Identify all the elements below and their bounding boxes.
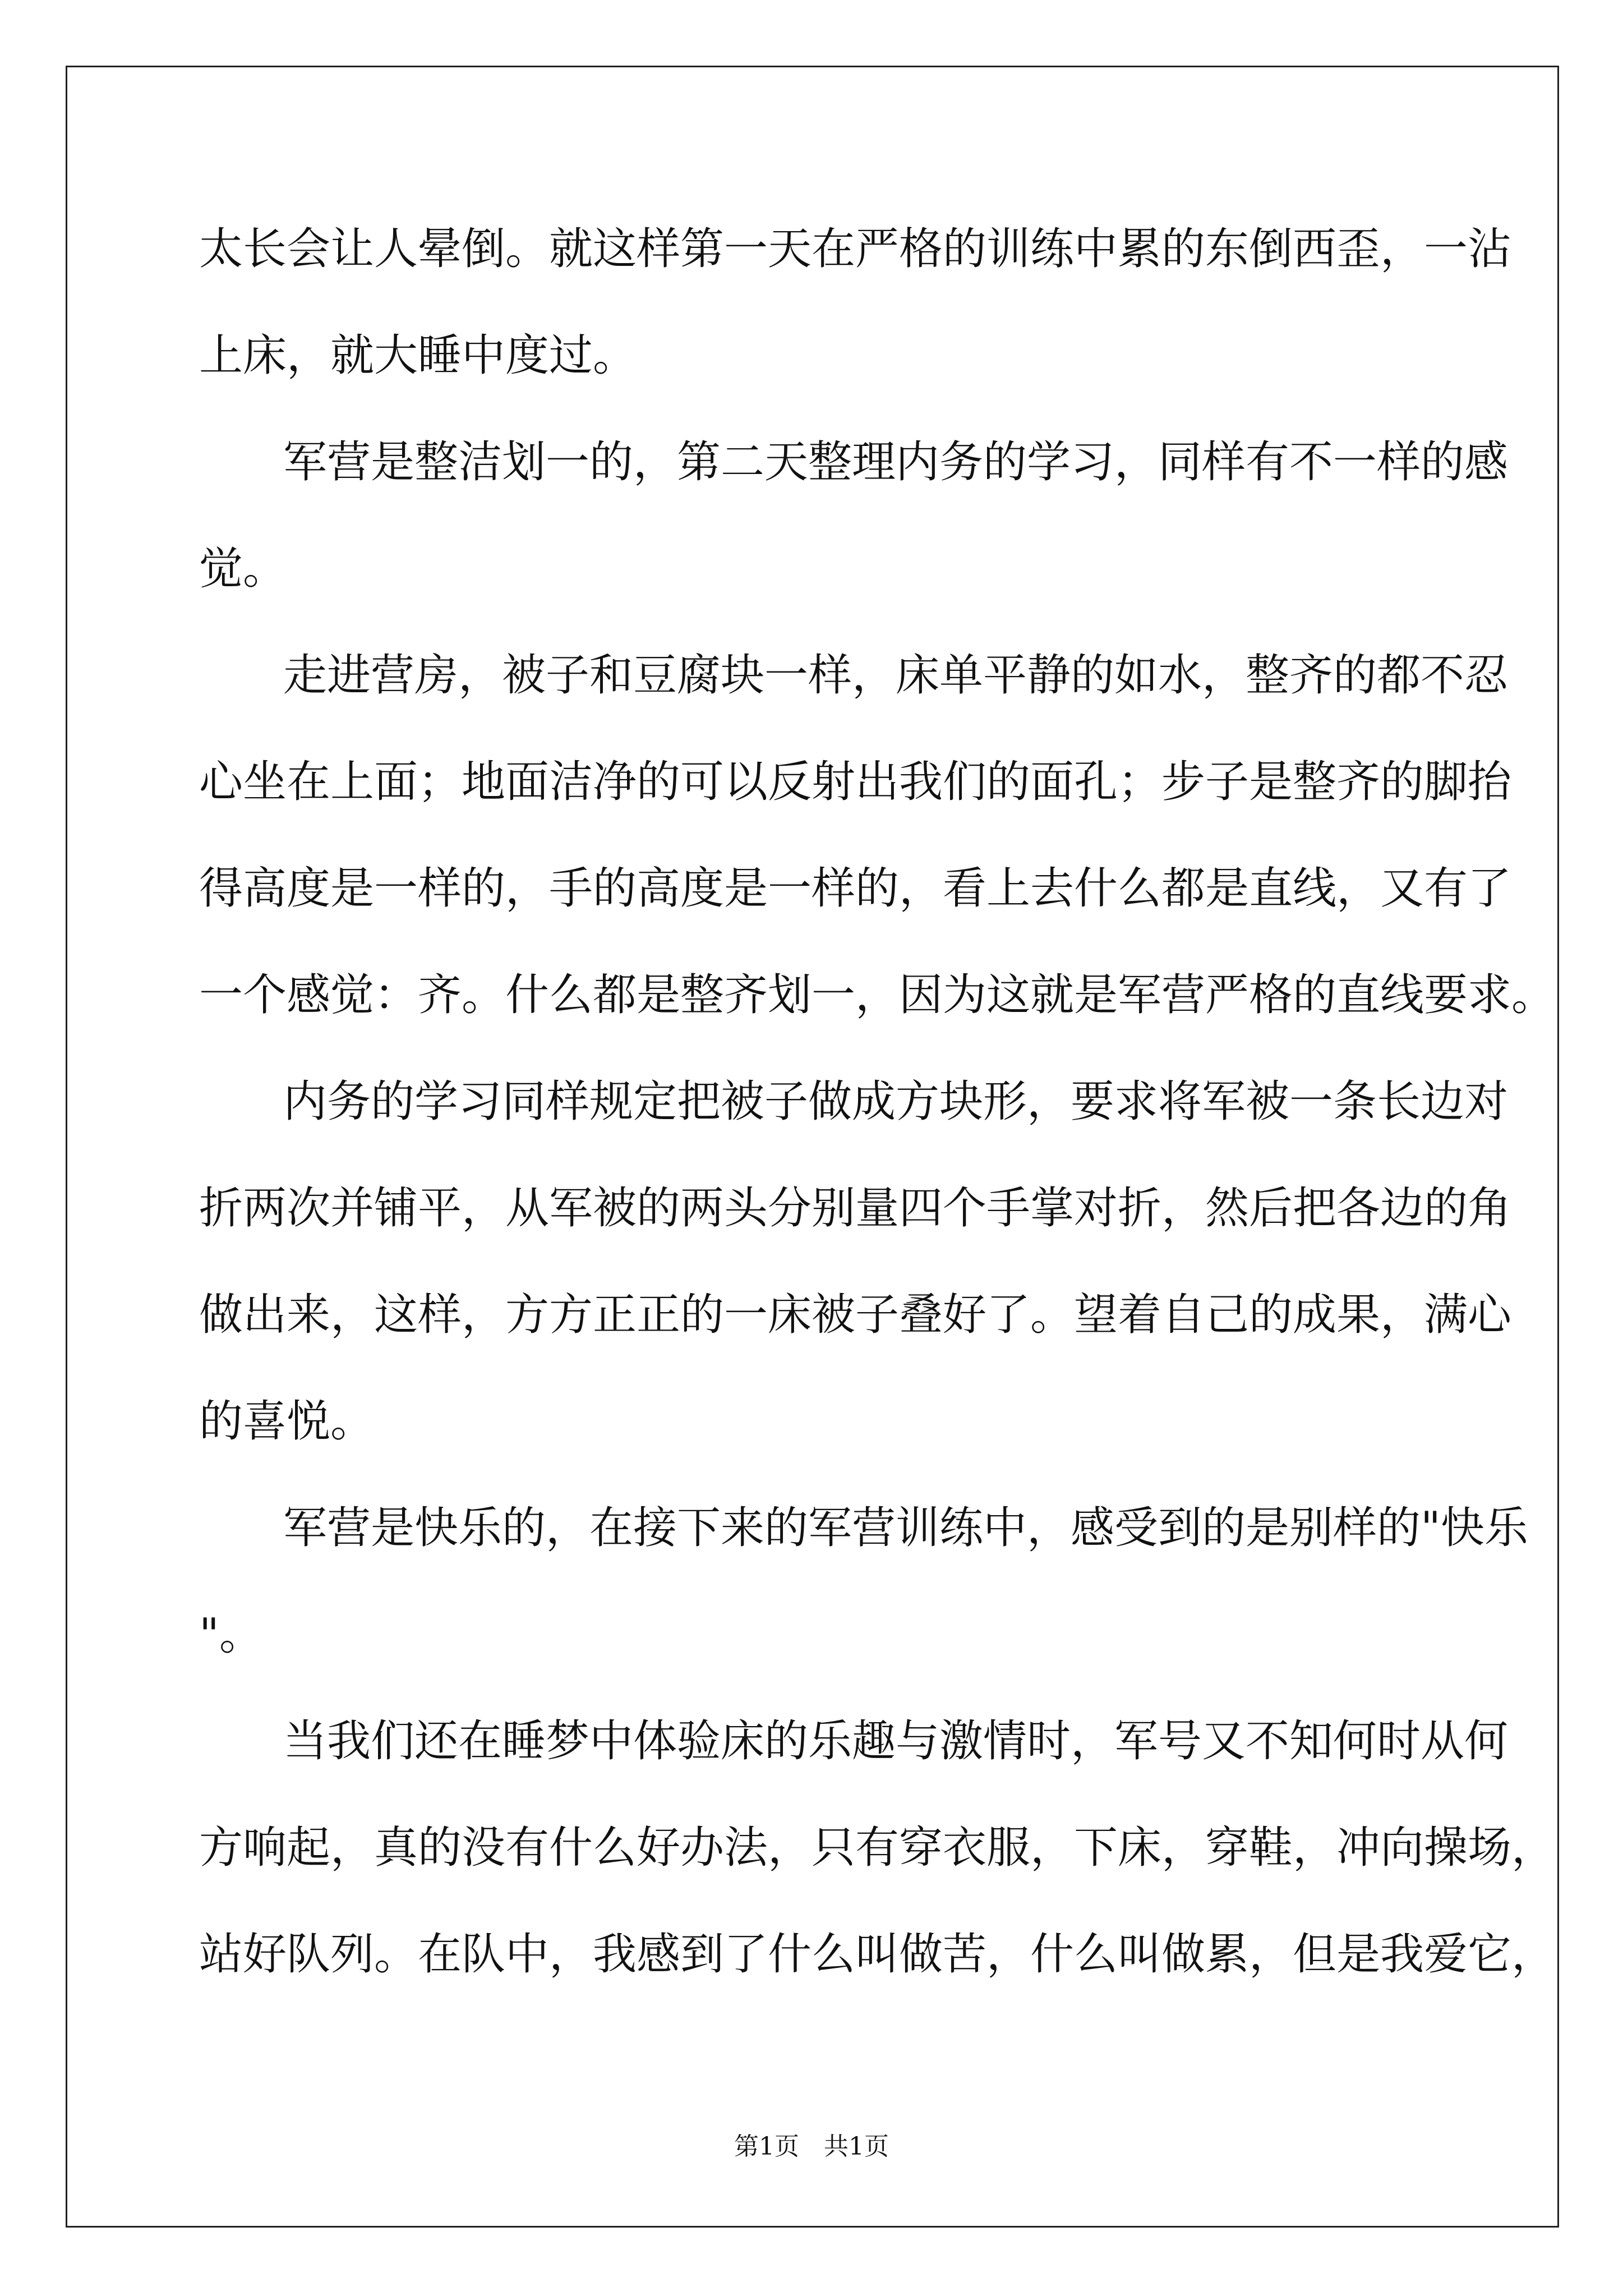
body-line-3: 军营是整洁划一的，第二天整理内务的学习，同样有不一样的感 (283, 437, 1509, 487)
body-line-15: 当我们还在睡梦中体验床的乐趣与激情时，军号又不知何时从何 (283, 1716, 1509, 1766)
body-line-6: 心坐在上面；地面洁净的可以反射出我们的面孔；步子是整齐的脚抬 (199, 757, 1512, 807)
body-line-10: 折两次并铺平，从军被的两头分别量四个手掌对折，然后把各边的角 (199, 1183, 1512, 1234)
body-line-5: 走进营房，被子和豆腐块一样，床单平静的如水，整齐的都不忍 (283, 650, 1509, 701)
page-border (66, 66, 1559, 2228)
body-line-16: 方响起，真的没有什么好办法，只有穿衣服，下床，穿鞋，冲向操场， (199, 1823, 1556, 1873)
body-line-17: 站好队列。在队中，我感到了什么叫做苦，什么叫做累，但是我爱它， (199, 1929, 1556, 1980)
page-number-footer: 第1页 共1页 (734, 2132, 889, 2161)
body-line-1: 太长会让人晕倒。就这样第一天在严格的训练中累的东倒西歪，一沾 (199, 224, 1512, 274)
body-line-12: 的喜悦。 (199, 1396, 375, 1447)
body-line-9: 内务的学习同样规定把被子做成方块形，要求将军被一条长边对 (283, 1076, 1509, 1127)
body-line-13: 军营是快乐的，在接下来的军营训练中，感受到的是别样的"快乐 (283, 1503, 1528, 1553)
body-line-4: 觉。 (199, 544, 287, 594)
body-line-8: 一个感觉：齐。什么都是整齐划一，因为这就是军营严格的直线要求。 (199, 970, 1556, 1020)
body-line-11: 做出来，这样，方方正正的一床被子叠好了。望着自己的成果，满心 (199, 1290, 1512, 1340)
body-line-14: "。 (199, 1609, 263, 1660)
body-line-7: 得高度是一样的，手的高度是一样的，看上去什么都是直线，又有了 (199, 863, 1512, 914)
body-line-2: 上床，就大睡中度过。 (199, 330, 637, 381)
